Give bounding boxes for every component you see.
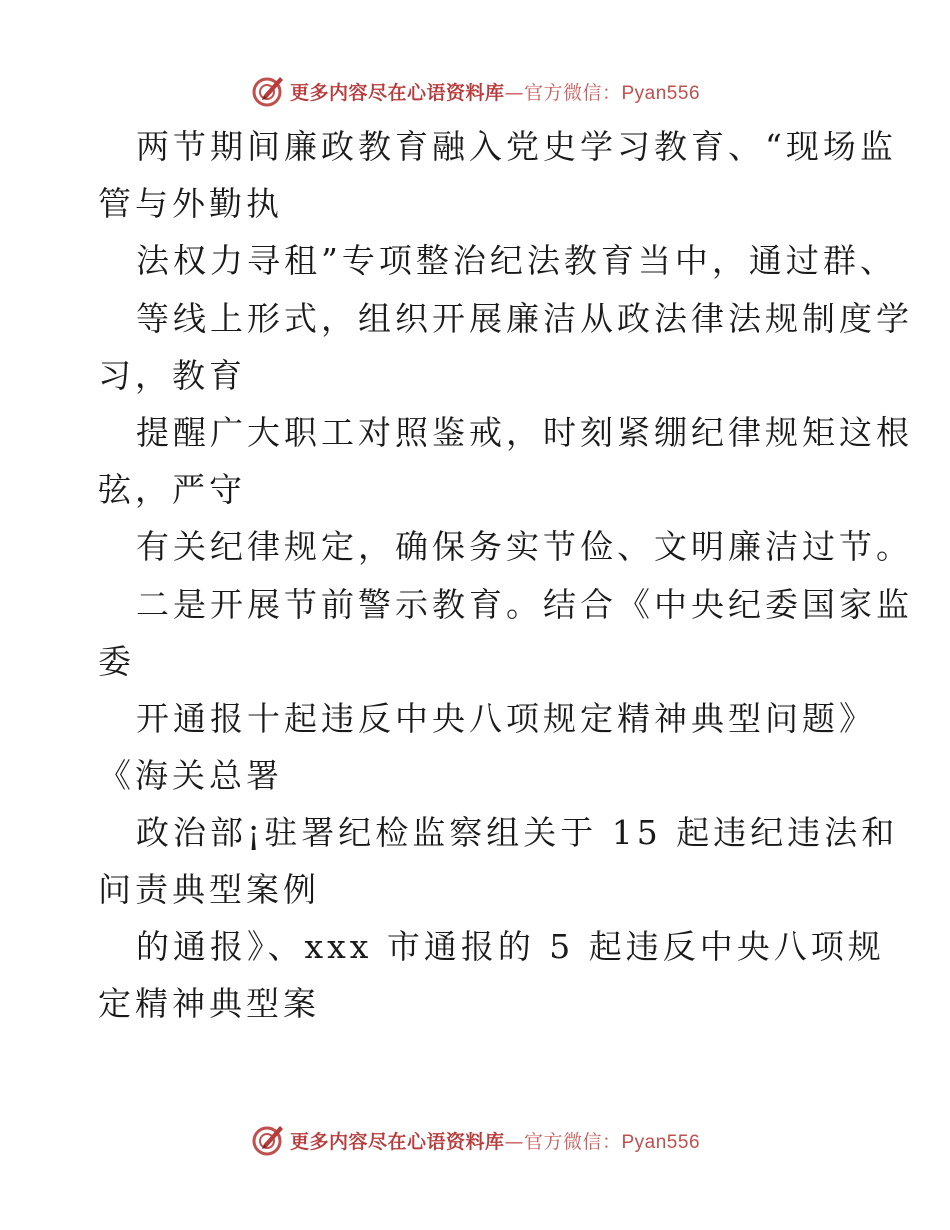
text-line: 二是开展节前警示教育。结合《中央纪委国家监 — [136, 585, 913, 624]
watermark-wechat-label: 官方微信： — [523, 81, 622, 104]
pen-logo-icon — [250, 1122, 286, 1158]
text-line: 习，教育 — [98, 356, 246, 395]
text-line: 《海关总署 — [98, 756, 283, 795]
text-line: 两节期间廉政教育融入党史学习教育、“现场监 — [136, 127, 897, 166]
text-line: 委 — [98, 642, 135, 681]
text-line: 的通报》、xxx 市通报的 5 起违反中央八项规 — [136, 927, 885, 966]
watermark-wechat-label: 官方微信： — [523, 1130, 622, 1153]
text-line: 开通报十起违反中央八项规定精神典型问题》 — [136, 699, 876, 738]
text-line: 问责典型案例 — [98, 870, 320, 909]
text-line: 提醒广大职工对照鉴戒，时刻紧绷纪律规矩这根 — [136, 413, 913, 452]
text-line: 政治部¡驻署纪检监察组关于 15 起违纪违法和 — [136, 813, 899, 852]
watermark-dash: — — [504, 81, 524, 104]
watermark-wechat-id: Pyan556 — [621, 82, 701, 104]
text-line: 管与外勤执 — [98, 184, 283, 223]
text-line: 有关纪律规定，确保务实节俭、文明廉洁过节。 — [136, 527, 913, 566]
header-watermark — [0, 71, 950, 111]
text-line: 法权力寻租”专项整治纪法教育当中，通过群、 — [136, 241, 897, 280]
watermark-wechat-id: Pyan556 — [621, 1131, 701, 1153]
body-text — [0, 118, 950, 1032]
watermark-text — [290, 1127, 700, 1154]
watermark-site: 更多内容尽在心语资料库 — [289, 81, 505, 104]
text-line: 弦，严守 — [98, 470, 246, 509]
text-line: 等线上形式，组织开展廉洁从政法律法规制度学 — [136, 299, 913, 338]
text-line: 定精神典型案 — [98, 984, 320, 1023]
watermark-dash: — — [504, 1130, 524, 1153]
pen-logo-icon — [250, 73, 286, 109]
footer-watermark — [0, 1120, 950, 1160]
watermark-text — [290, 78, 700, 105]
watermark-site: 更多内容尽在心语资料库 — [289, 1130, 505, 1153]
